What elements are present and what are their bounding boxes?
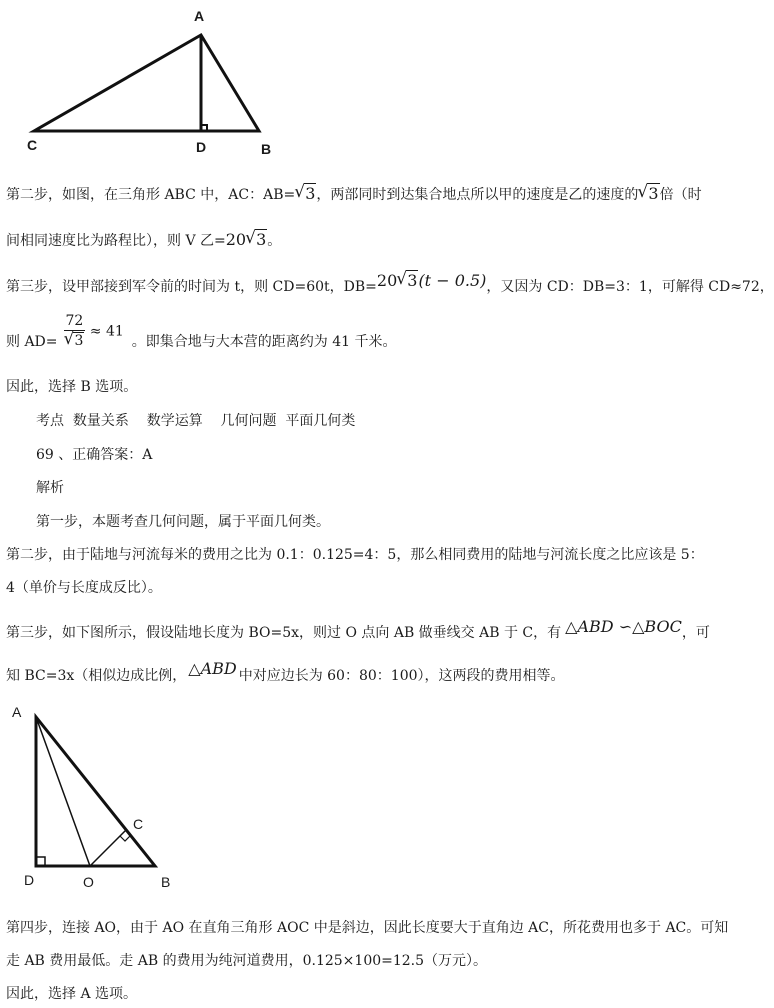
step2-line1 xyxy=(6,184,702,204)
step3-line1 xyxy=(6,271,774,296)
step2-line2 xyxy=(6,230,281,250)
q69-step3-line2-end: 中对应边长为 60：80：100），这两段的费用相等。 xyxy=(238,668,565,684)
figure1-label-a: A xyxy=(194,8,205,24)
step3-line2-text: 则 AD= xyxy=(6,333,58,350)
conclusion-2: 因此，选择 A 选项。 xyxy=(6,986,138,1002)
triangle-abd-figure xyxy=(0,700,200,900)
figure2-label-a: A xyxy=(12,704,22,720)
step2-text: 第二步，如图，在三角形 ABC 中，AC：AB= xyxy=(6,187,296,203)
figure1-label-c: C xyxy=(27,137,38,153)
knowledge-tags: 考点 数量关系 数学运算 几何问题 平面几何类 xyxy=(36,413,356,429)
ad-expression: 72 √ 3 ≈ 41 xyxy=(64,312,124,351)
triangle-abc-figure xyxy=(0,0,300,165)
q69-step4-line1: 第四步，连接 AO，由于 AO 在直角三角形 AOC 中是斜边，因此长度要大于直角边 AC，所花费用也多于 AC。可知 xyxy=(6,920,729,936)
triangle-abd-expression: △ABD xyxy=(188,659,237,678)
figure2-label-b: B xyxy=(161,874,171,890)
figure1-label-b: B xyxy=(261,141,272,157)
q69-step3-line1 xyxy=(6,617,710,642)
q69-step1: 第一步，本题考查几何问题，属于平面几何类。 xyxy=(36,514,330,530)
q69-step2-line2: 4（单价与长度成反比）。 xyxy=(6,580,162,596)
v-yi-expression: 20√ 3 xyxy=(226,230,268,249)
figure2-label-o: O xyxy=(83,874,94,890)
sqrt-expression-2: √ 3 xyxy=(638,184,659,203)
db-expression: 20√ 3(t − 0.5) xyxy=(377,271,486,290)
analysis-label: 解析 xyxy=(36,480,64,496)
similar-triangles-expression: △ABD ∽△BOC xyxy=(565,617,682,636)
step2-line2-text: 间相同速度比为路程比），则 V 乙= xyxy=(6,233,226,249)
answer-line: 69 、正确答案：A xyxy=(36,447,153,463)
q69-step3-text-2: ，可 xyxy=(681,625,710,641)
figure1-label-d: D xyxy=(196,139,207,155)
sqrt-expression: √ 3 xyxy=(295,184,316,203)
step2-line2-end: 。 xyxy=(267,233,282,249)
figure2-label-d: D xyxy=(24,872,35,888)
step2-text-2: ，两部同时到达集合地点所以甲的速度是乙的速度的 xyxy=(316,187,639,203)
q69-step3-line2-text: 知 BC=3x（相似边成比例， xyxy=(6,668,187,684)
q69-step3-text: 第三步，如下图所示，假设陆地长度为 BO=5x，则过 O 点向 AB 做垂线交 AB 于 C，有 xyxy=(6,625,562,641)
step2-text-3: 倍（时 xyxy=(659,187,702,203)
q69-step4-line2: 走 AB 费用最低。走 AB 的费用为纯河道费用，0.125×100=12.5（万元）。 xyxy=(6,953,488,969)
conclusion-1: 因此，选择 B 选项。 xyxy=(6,379,138,395)
q69-step2-line1: 第二步，由于陆地与河流每米的费用之比为 0.1：0.125=4：5，那么相同费用的陆地与河流长度之比应该是 5： xyxy=(6,547,704,563)
figure2-label-c: C xyxy=(133,816,144,832)
step3-line2-end: 。即集合地与大本营的距离约为 41 千米。 xyxy=(131,333,397,350)
q69-step3-line2 xyxy=(6,659,565,685)
step3-text: 第三步，设甲部接到军令前的时间为 t，则 CD=60t，DB= xyxy=(6,279,377,295)
step3-text-2: ，又因为 CD：DB=3：1，可解得 CD≈72， xyxy=(486,279,774,295)
step3-line2 xyxy=(6,312,397,351)
